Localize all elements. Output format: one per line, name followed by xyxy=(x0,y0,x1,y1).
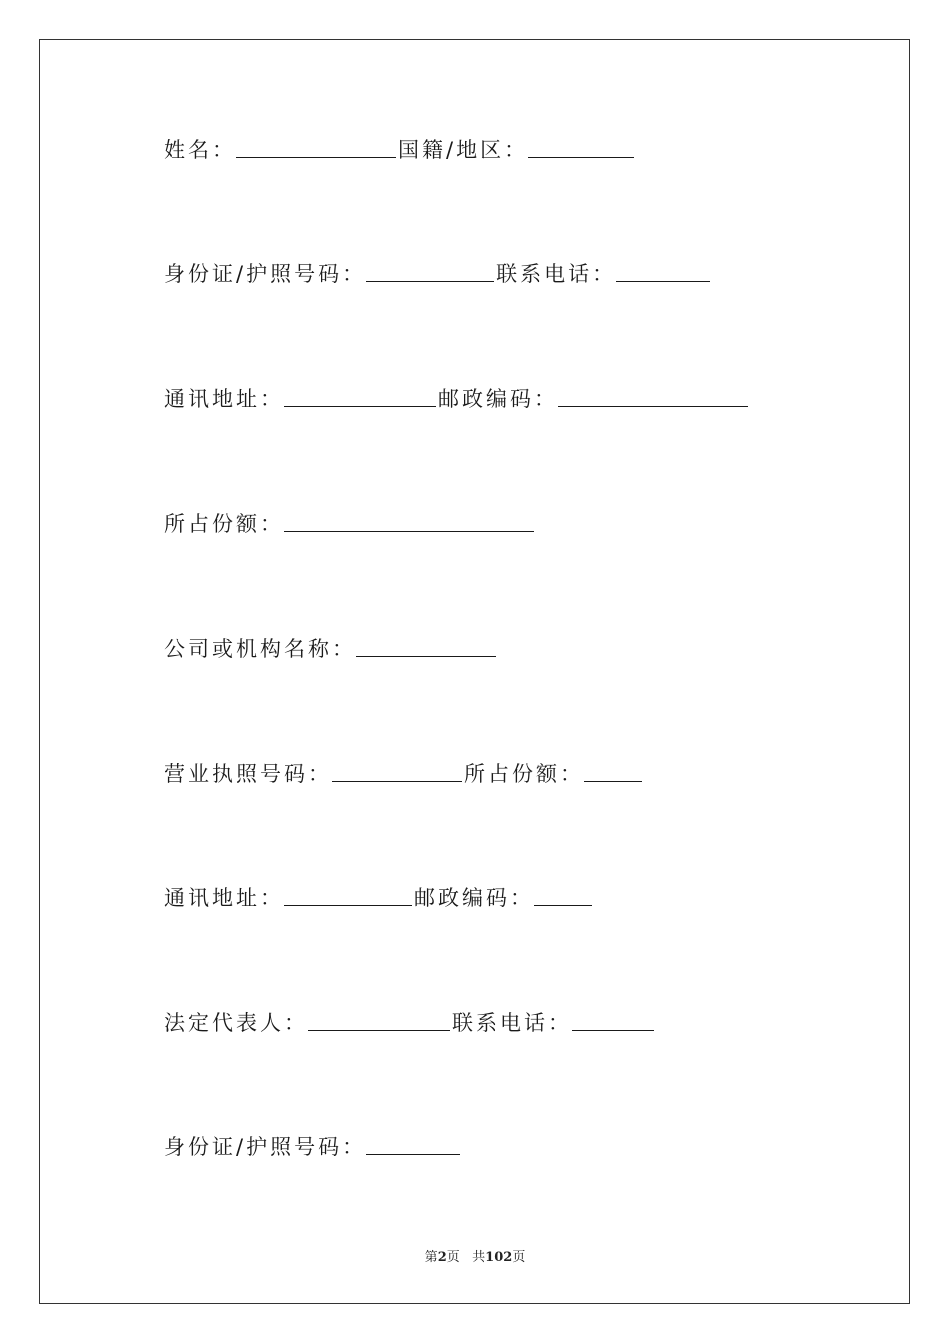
company-postcode-label: 邮政编码： xyxy=(414,886,534,910)
license-number-label: 营业执照号码： xyxy=(164,762,332,786)
company-share-label: 所占份额： xyxy=(464,762,584,786)
form-row-address-postcode xyxy=(164,383,750,413)
postcode-blank[interactable] xyxy=(558,384,748,407)
legal-representative-blank[interactable] xyxy=(308,1008,450,1031)
form-row-license-share xyxy=(164,758,644,788)
total-page-count: 102 xyxy=(485,1250,513,1265)
representative-id-label: 身份证/护照号码： xyxy=(164,1135,367,1159)
postcode-label: 邮政编码： xyxy=(438,387,558,411)
representative-phone-label: 联系电话： xyxy=(452,1011,572,1035)
page-frame xyxy=(39,39,910,1304)
phone-blank[interactable] xyxy=(616,259,710,282)
id-passport-label: 身份证/护照号码： xyxy=(164,262,367,286)
form-row-share xyxy=(164,508,536,538)
name-label: 姓名： xyxy=(164,138,236,162)
name-blank[interactable] xyxy=(236,135,396,158)
representative-id-blank[interactable] xyxy=(366,1132,460,1155)
nationality-label: 国籍/地区： xyxy=(398,138,529,162)
form-row-company-address-postcode xyxy=(164,882,594,912)
representative-phone-blank[interactable] xyxy=(572,1008,654,1031)
footer-prefix: 第 xyxy=(424,1250,438,1265)
footer-total-prefix: 共 xyxy=(472,1250,486,1265)
page-footer xyxy=(0,1246,950,1265)
footer-total-suffix: 页 xyxy=(512,1250,526,1265)
form-row-representative-id xyxy=(164,1131,462,1161)
legal-representative-label: 法定代表人： xyxy=(164,1011,308,1035)
company-share-blank[interactable] xyxy=(584,759,642,782)
company-name-label: 公司或机构名称： xyxy=(164,637,356,661)
share-label: 所占份额： xyxy=(164,512,284,536)
footer-page-suffix: 页 xyxy=(446,1250,460,1265)
address-blank[interactable] xyxy=(284,384,436,407)
current-page-number: 2 xyxy=(437,1250,447,1265)
company-address-blank[interactable] xyxy=(284,883,412,906)
company-postcode-blank[interactable] xyxy=(534,883,592,906)
form-row-name-nationality xyxy=(164,134,636,164)
license-number-blank[interactable] xyxy=(332,759,462,782)
company-address-label: 通讯地址： xyxy=(164,886,284,910)
id-passport-blank[interactable] xyxy=(366,259,494,282)
share-blank[interactable] xyxy=(284,509,534,532)
form-row-representative-phone xyxy=(164,1007,656,1037)
nationality-blank[interactable] xyxy=(528,135,634,158)
company-name-blank[interactable] xyxy=(356,634,496,657)
form-row-id-phone xyxy=(164,258,712,288)
form-row-company-name xyxy=(164,633,498,663)
phone-label: 联系电话： xyxy=(496,262,617,286)
address-label: 通讯地址： xyxy=(164,387,284,411)
